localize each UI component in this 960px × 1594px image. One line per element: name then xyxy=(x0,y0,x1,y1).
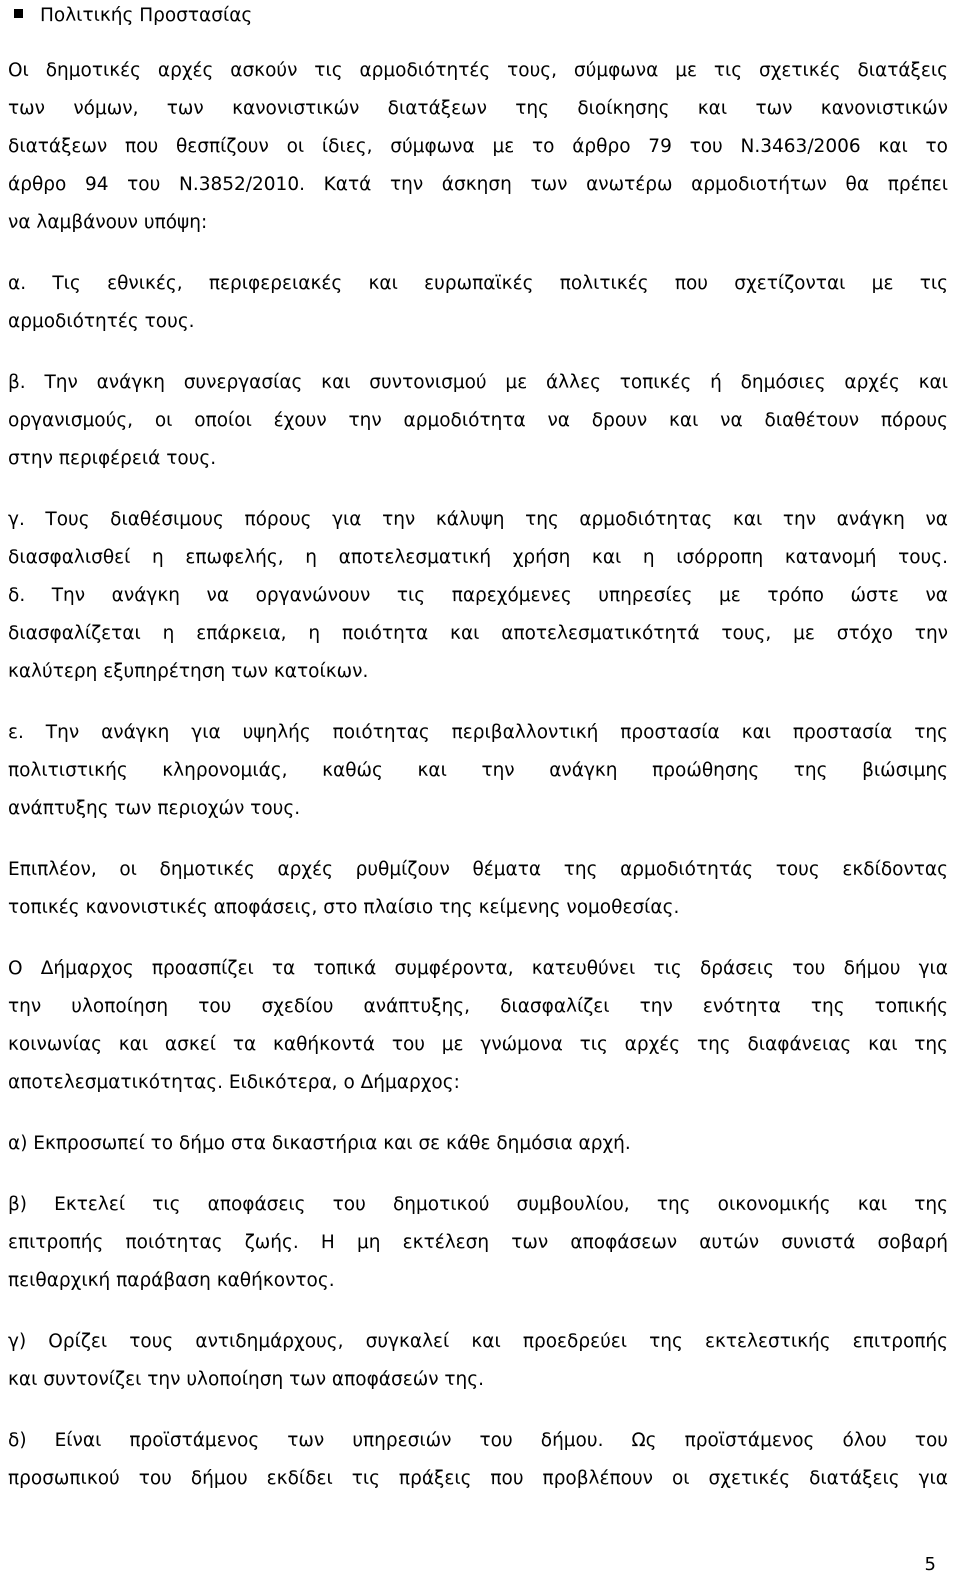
text-line: την υλοποίηση του σχεδίου ανάπτυξης, διασφαλίζει την ενότητα της τοπικής xyxy=(8,996,948,1017)
text-line: αποτελεσματικότητας. Ειδικότερα, ο Δήμαρχος: xyxy=(8,1072,460,1093)
list-item-line: ε. Την ανάγκη για υψηλής ποιότητας περιβαλλοντική προστασία και προστασία της xyxy=(8,722,948,743)
page-number: 5 xyxy=(924,1554,936,1575)
list-item-line: α) Εκπροσωπεί το δήμο στα δικαστήρια και σε κάθε δημόσια αρχή. xyxy=(8,1133,631,1154)
text-line: Επιπλέον, οι δημοτικές αρχές ρυθμίζουν θέματα της αρμοδιότητάς τους εκδίδοντας xyxy=(8,859,948,880)
list-item-line: διασφαλίζεται η επάρκεια, η ποιότητα και αποτελεσματικότητά τους, με στόχο την xyxy=(8,623,948,644)
list-item-line: γ) Ορίζει τους αντιδημάρχους, συγκαλεί και προεδρεύει της εκτελεστικής επιτροπής xyxy=(8,1331,948,1352)
text-line: Ο Δήμαρχος προασπίζει τα τοπικά συμφέροντα, κατευθύνει τις δράσεις του δήμου για xyxy=(8,958,948,979)
list-item-line: ανάπτυξης των περιοχών τους. xyxy=(8,798,301,819)
text-line: Οι δημοτικές αρχές ασκούν τις αρμοδιότητές τους, σύμφωνα με τις σχετικές διατάξεις xyxy=(8,60,948,81)
list-item-line: β. Την ανάγκη συνεργασίας και συντονισμού με άλλες τοπικές ή δημόσιες αρχές και xyxy=(8,372,948,393)
list-item-line: διασφαλισθεί η επωφελής, η αποτελεσματική χρήση και η ισόρροπη κατανομή τους. xyxy=(8,547,948,568)
list-item-line: α. Τις εθνικές, περιφερειακές και ευρωπαϊκές πολιτικές που σχετίζονται με τις xyxy=(8,273,948,294)
list-item-line: αρμοδιότητές τους. xyxy=(8,311,195,332)
square-bullet-icon xyxy=(14,9,23,18)
list-item-line: οργανισμούς, οι οποίοι έχουν την αρμοδιότητα να δρουν και να διαθέτουν πόρους xyxy=(8,410,948,431)
list-item-line: στην περιφέρειά τους. xyxy=(8,448,217,469)
list-item-line: και συντονίζει την υλοποίηση των αποφάσεών της. xyxy=(8,1369,485,1390)
list-item-line: β) Εκτελεί τις αποφάσεις του δημοτικού συμβουλίου, της οικονομικής και της xyxy=(8,1194,948,1215)
section-title: Πολιτικής Προστασίας xyxy=(40,5,253,26)
list-item-line: γ. Τους διαθέσιμους πόρους για την κάλυψη της αρμοδιότητας και την ανάγκη να xyxy=(8,509,948,530)
list-item-line: πειθαρχική παράβαση καθήκοντος. xyxy=(8,1270,335,1291)
list-item-line: προσωπικού του δήμου εκδίδει τις πράξεις που προβλέπουν οι σχετικές διατάξεις για xyxy=(8,1468,948,1489)
list-item-line: δ. Την ανάγκη να οργανώνουν τις παρεχόμενες υπηρεσίες με τρόπο ώστε να xyxy=(8,585,948,606)
list-item-line: επιτροπής ποιότητας ζωής. Η μη εκτέλεση των αποφάσεων αυτών συνιστά σοβαρή xyxy=(8,1232,948,1253)
list-item-line: πολιτιστικής κληρονομιάς, καθώς και την ανάγκη προώθησης της βιώσιμης xyxy=(8,760,948,781)
text-line: κοινωνίας και ασκεί τα καθήκοντά του με γνώμονα τις αρχές της διαφάνειας και της xyxy=(8,1034,948,1055)
list-item-line: δ) Είναι προϊστάμενος των υπηρεσιών του δήμου. Ως προϊστάμενος όλου του xyxy=(8,1430,948,1451)
text-line: τοπικές κανονιστικές αποφάσεις, στο πλαίσιο της κείμενης νομοθεσίας. xyxy=(8,897,680,918)
text-line: διατάξεων που θεσπίζουν οι ίδιες, σύμφωνα με το άρθρο 79 του Ν.3463/2006 και το xyxy=(8,136,948,157)
text-line: να λαμβάνουν υπόψη: xyxy=(8,212,208,233)
text-line: των νόμων, των κανονιστικών διατάξεων της διοίκησης και των κανονιστικών xyxy=(8,98,948,119)
list-item-line: καλύτερη εξυπηρέτηση των κατοίκων. xyxy=(8,661,369,682)
text-line: άρθρο 94 του Ν.3852/2010. Κατά την άσκηση των ανωτέρω αρμοδιοτήτων θα πρέπει xyxy=(8,174,948,195)
